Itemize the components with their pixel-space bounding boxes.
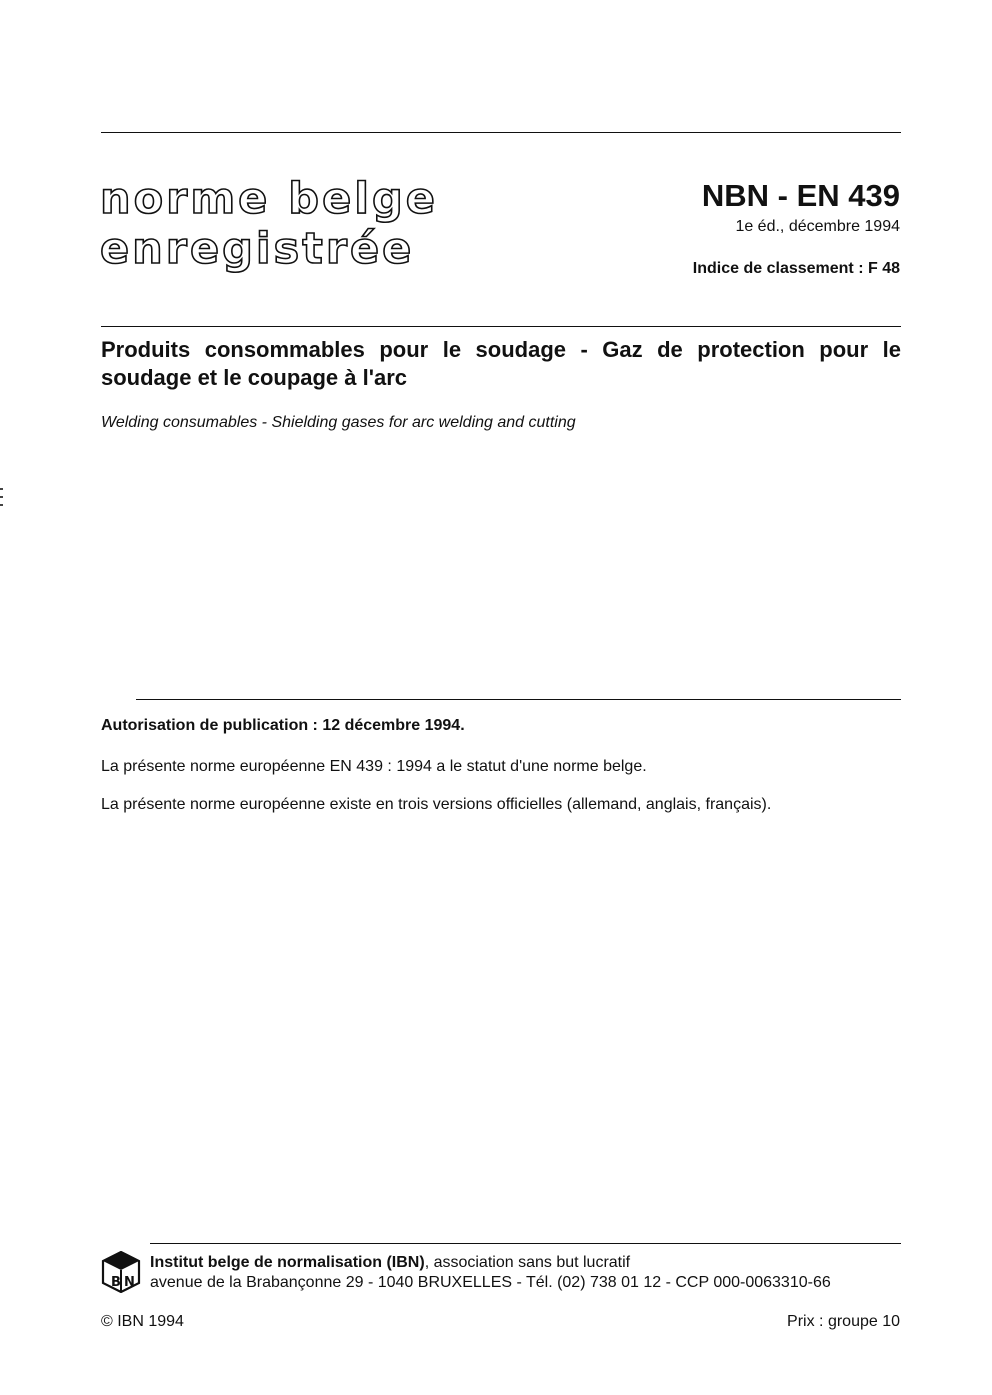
- ibn-logo-letter-b: B: [111, 1275, 121, 1290]
- status-paragraph: La présente norme européenne EN 439 : 1994 a le statut d'une norme belge.: [101, 758, 647, 775]
- classification-index: Indice de classement : F 48: [692, 260, 900, 277]
- scan-mark: [0, 504, 3, 506]
- institute-line: [150, 1254, 630, 1272]
- edition-date: 1e éd., décembre 1994: [735, 218, 900, 235]
- body-rule: [136, 699, 901, 700]
- standard-number: NBN - EN 439: [701, 178, 900, 213]
- brand-line-1: norme belge: [100, 174, 438, 224]
- institute-description: , association sans but lucratif: [424, 1254, 631, 1271]
- title-english: Welding consumables - Shielding gases for arc welding and cutting: [101, 414, 576, 431]
- ibn-logo-icon: [101, 1251, 141, 1293]
- price-group: Prix : groupe 10: [787, 1313, 900, 1330]
- title-french: Produits consommables pour le soudage - Gaz de protection pour le soudage et le coupage à l'arc: [101, 337, 901, 390]
- institute-address: avenue de la Brabançonne 29 - 1040 BRUXELLES - Tél. (02) 738 01 12 - CCP 000-0063310-66: [150, 1274, 831, 1291]
- top-rule: [101, 132, 901, 133]
- brand-line-2: enregistrée: [100, 224, 415, 274]
- scan-mark: [0, 496, 3, 498]
- scan-mark: [0, 488, 3, 490]
- footer-rule: [150, 1243, 901, 1244]
- copyright: © IBN 1994: [101, 1313, 184, 1330]
- ibn-logo-letter-n: N: [124, 1275, 135, 1290]
- institute-name: Institut belge de normalisation (IBN): [150, 1254, 425, 1271]
- ibn-logo: [101, 1251, 141, 1293]
- title-rule: [101, 326, 901, 327]
- versions-paragraph: La présente norme européenne existe en trois versions officielles (allemand, anglais, français).: [101, 796, 772, 813]
- publication-authorization: Autorisation de publication : 12 décembre 1994.: [101, 717, 465, 734]
